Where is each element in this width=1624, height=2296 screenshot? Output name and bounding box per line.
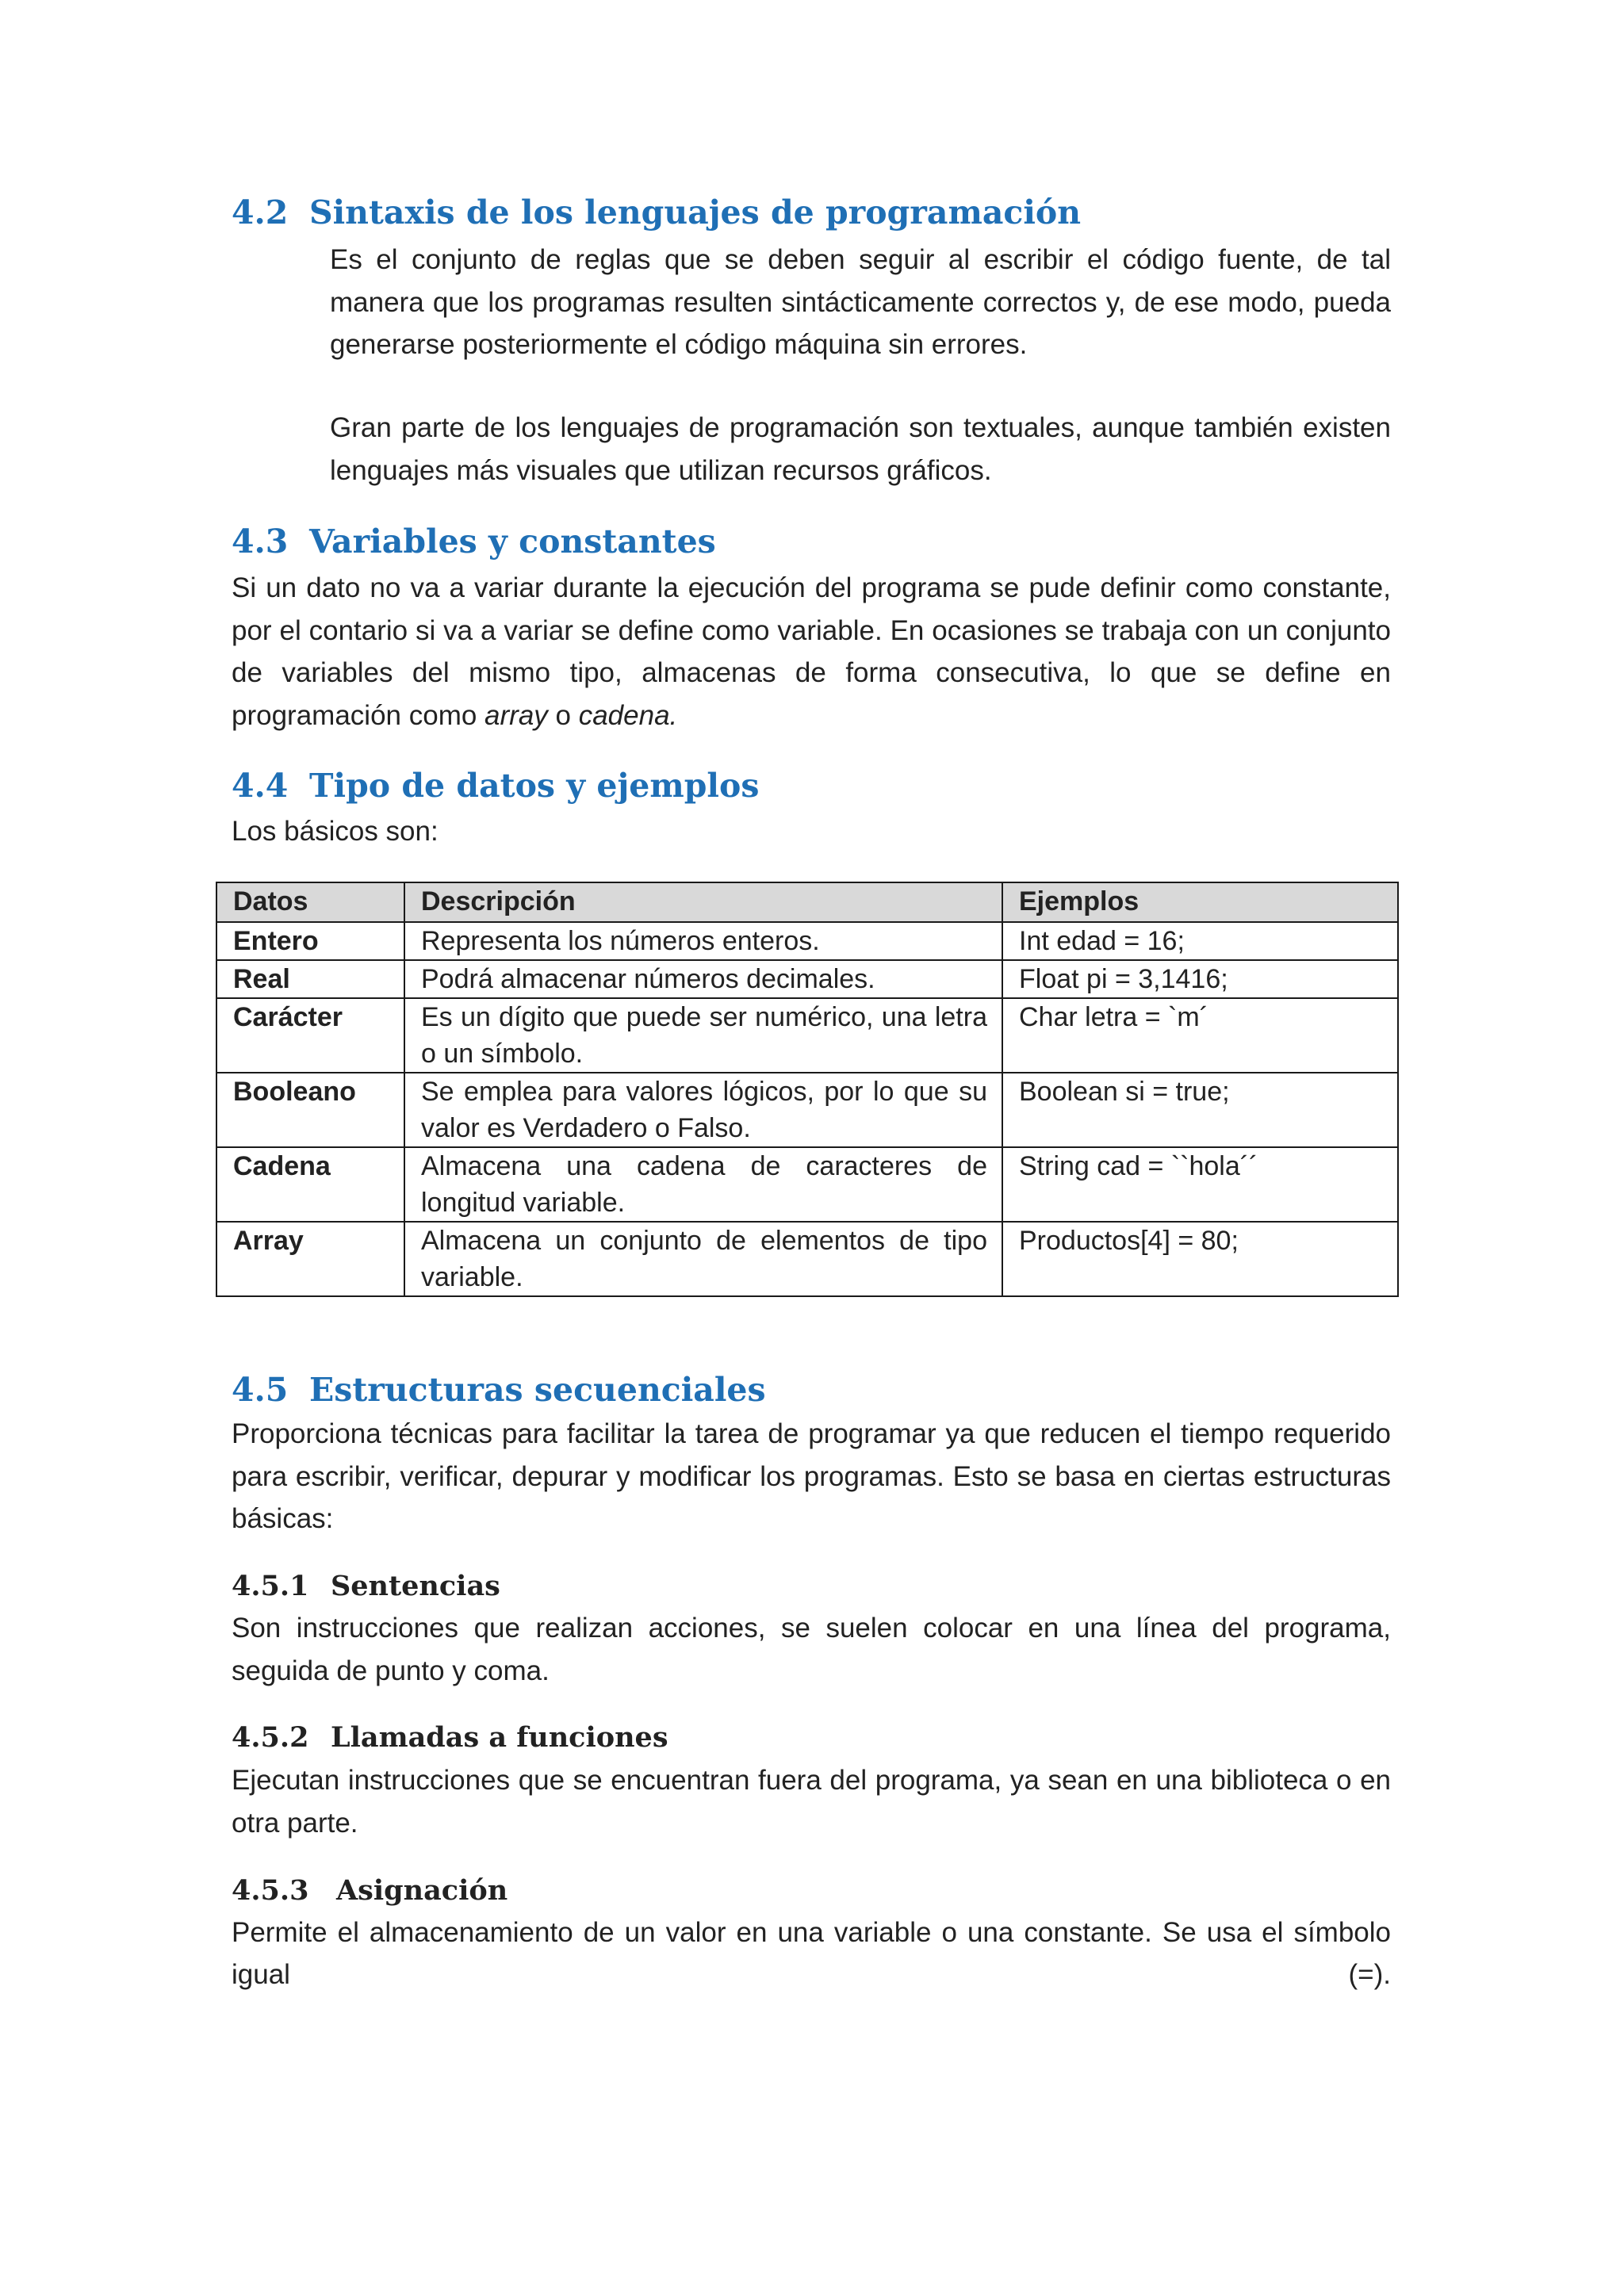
cell-type: Cadena [216, 1147, 404, 1222]
table-header-row [216, 882, 1398, 922]
heading-title: Sentencias [331, 1570, 500, 1602]
cell-type: Entero [216, 922, 404, 960]
cell-example: Int edad = 16; [1002, 922, 1398, 960]
data-types-table [216, 882, 1399, 1297]
paragraph-4-5-2: Ejecutan instrucciones que se encuentran fuera del programa, ya sean en una biblioteca o en otra parte. [232, 1765, 1391, 1839]
cell-example: Productos[4] = 80; [1002, 1222, 1398, 1296]
table-row [216, 1147, 1398, 1222]
paragraph-text: Si un dato no va a variar durante la ejecución del programa se pude definir como constante, por el contario si va a variar se define como variable. En ocasiones se trabaja con un conjunto de variables del mismo tipo, almacenas de forma consecutiva, lo que se define en programación como [232, 572, 1391, 731]
cell-description: Representa los números enteros. [404, 922, 1002, 960]
table-row [216, 960, 1398, 998]
heading-number: 4.4 [232, 767, 289, 805]
array-term: array [485, 699, 548, 731]
heading-title: Llamadas a funciones [331, 1721, 668, 1754]
cell-example: Float pi = 3,1416; [1002, 960, 1398, 998]
heading-number: 4.2 [232, 193, 289, 232]
cell-description: Se emplea para valores lógicos, por lo que su valor es Verdadero o Falso. [404, 1073, 1002, 1147]
word-igual: igual [232, 1959, 290, 1990]
heading-title: Estructuras secuenciales [309, 1371, 766, 1409]
heading-number: 4.5.3 [232, 1874, 309, 1907]
heading-title: Tipo de datos y ejemplos [309, 767, 760, 805]
paragraph-4-2-2: Gran parte de los lenguajes de programación son textuales, aunque también existen lenguajes más visuales que utilizan recursos gráficos. [330, 412, 1391, 486]
heading-title: Sintaxis de los lenguajes de programación [309, 193, 1082, 232]
paragraph-4-5-3-line-1: Permite el almacenamiento de un valor en una variable o una constante. Se usa el símbolo [232, 1917, 1391, 1948]
cell-type: Carácter [216, 998, 404, 1073]
cell-type: Array [216, 1222, 404, 1296]
cell-description: Almacena un conjunto de elementos de tipo variable. [404, 1222, 1002, 1296]
cell-type: Booleano [216, 1073, 404, 1147]
table-row [216, 998, 1398, 1073]
paragraph-4-5-3-line-2 [232, 1954, 1391, 1996]
cell-description: Almacena una cadena de caracteres de longitud variable. [404, 1147, 1002, 1222]
column-header-ejemplos: Ejemplos [1002, 882, 1398, 922]
heading-number: 4.5.1 [232, 1570, 309, 1602]
cell-description: Es un dígito que puede ser numérico, una letra o un símbolo. [404, 998, 1002, 1073]
paragraph-4-5: Proporciona técnicas para facilitar la tarea de programar ya que reducen el tiempo requerido para escribir, verificar, depurar y modificar los programas. Esto se basa en ciertas estructuras básicas: [232, 1418, 1391, 1534]
heading-4-5 [232, 1369, 766, 1410]
heading-4-5-1 [232, 1568, 500, 1605]
table-row [216, 1073, 1398, 1147]
heading-number: 4.5 [232, 1371, 289, 1409]
table-row [216, 1222, 1398, 1296]
heading-4-3 [232, 521, 716, 562]
paragraph-4-3 [232, 567, 1391, 737]
paragraph-text: o [547, 699, 579, 731]
column-header-datos: Datos [216, 882, 404, 922]
heading-4-4 [232, 765, 759, 806]
heading-4-2 [232, 192, 1081, 233]
cell-example: Boolean si = true; [1002, 1073, 1398, 1147]
column-header-descripcion: Descripción [404, 882, 1002, 922]
heading-4-5-2 [232, 1720, 668, 1756]
paragraph-4-4-intro: Los básicos son: [232, 816, 439, 847]
heading-number: 4.3 [232, 522, 289, 561]
heading-number: 4.5.2 [232, 1721, 309, 1754]
table-row [216, 922, 1398, 960]
cell-example: Char letra = `m´ [1002, 998, 1398, 1073]
cadena-term: cadena. [578, 699, 678, 731]
cell-type: Real [216, 960, 404, 998]
heading-title: Variables y constantes [309, 522, 716, 561]
cell-description: Podrá almacenar números decimales. [404, 960, 1002, 998]
paragraph-4-5-1: Son instrucciones que realizan acciones, se suelen colocar en una línea del programa, seguida de punto y coma. [232, 1613, 1391, 1686]
paragraph-4-2-1: Es el conjunto de reglas que se deben seguir al escribir el código fuente, de tal manera que los programas resulten sintácticamente correctos y, de ese modo, pueda generarse posteriormente el código máquina sin errores. [330, 244, 1391, 360]
cell-example: String cad = ``hola´´ [1002, 1147, 1398, 1222]
heading-4-5-3 [232, 1873, 508, 1909]
equals-symbol: (=). [1348, 1959, 1391, 1990]
heading-title: Asignación [336, 1874, 508, 1907]
